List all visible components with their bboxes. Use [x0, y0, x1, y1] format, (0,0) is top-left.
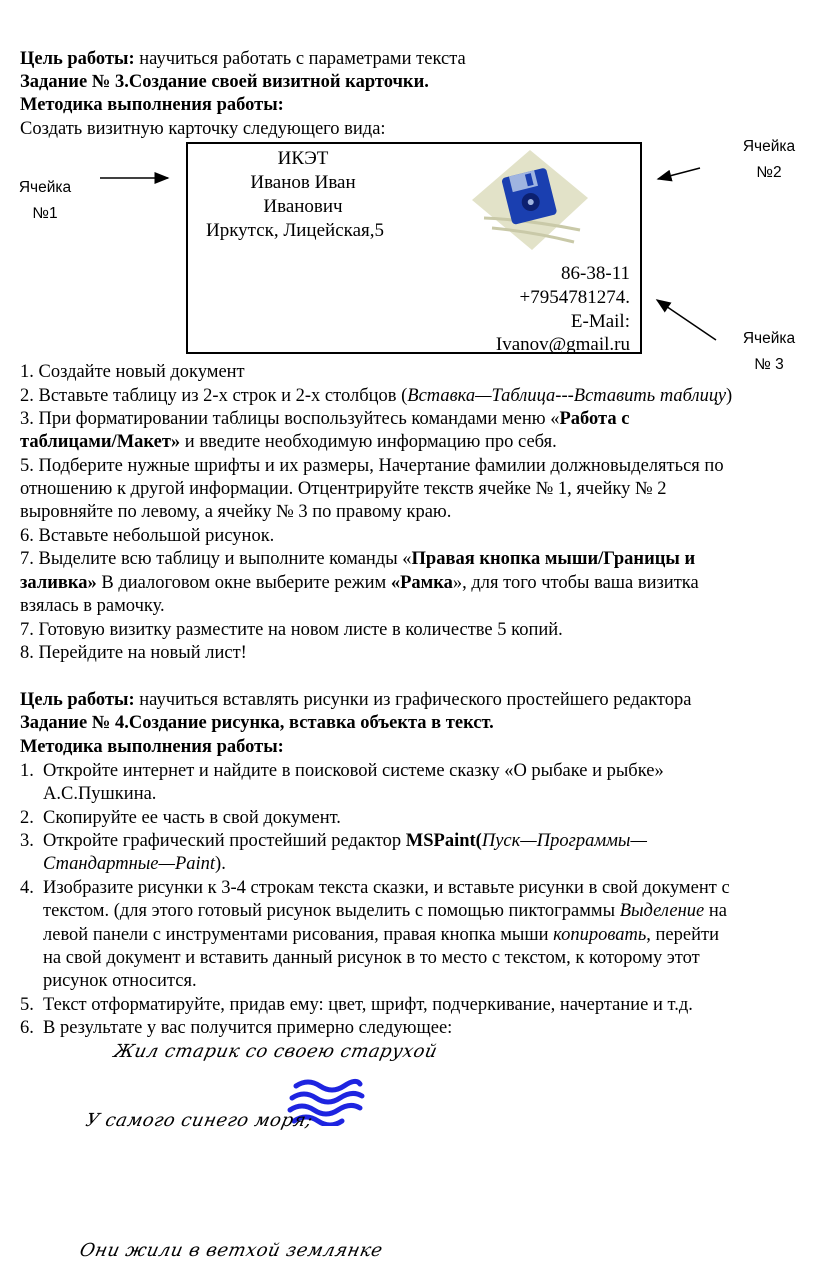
example-line3: Они жили в ветхой землянке: [77, 1240, 385, 1261]
step3-3-text: 3. При форматировании таблицы воспользуйтесь командами меню «: [20, 409, 560, 429]
step4-4a: [20, 877, 730, 900]
step4-4-goto: , перейти: [646, 925, 719, 945]
step4-4-text2: текстом. (для этого готовый рисунок выделить с помощью пиктограммы: [43, 901, 620, 921]
task4-title-text: Задание № 4.Создание рисунка, вставка объекта в текст.: [20, 713, 494, 733]
step4-4-copy: копировать: [553, 925, 647, 945]
step4-4-text3: левой панели с инструментами рисования, правая кнопка мыши: [43, 925, 554, 945]
step4-3a: [20, 830, 647, 853]
step4-6-text: В результате у вас получится примерно следующее:: [43, 1018, 453, 1038]
step3-3b: [20, 431, 557, 454]
step4-3-app: MSPaint(: [405, 831, 482, 851]
step3-5a: 5. Подберите нужные шрифты и их размеры, Начертание фамилии должновыделяться по: [20, 456, 724, 476]
step3-7-frame: «Рамка: [390, 573, 453, 593]
card-email: Ivanov@gmail.ru: [495, 334, 630, 355]
task3-intro: Создать визитную карточку следующего вида:: [20, 119, 386, 139]
step3-2-close: ): [726, 386, 733, 406]
step3-7-mid: В диалоговом окне выберите режим: [96, 573, 391, 593]
card-address: Иркутск, Лицейская,5: [206, 220, 385, 241]
card-phone2: +7954781274.: [519, 287, 630, 308]
example-line1: Жил старик со своею старухой: [111, 1041, 440, 1062]
task3-method-text: Методика выполнения работы:: [20, 95, 284, 115]
step3-7a: [20, 548, 695, 571]
step3-7b: [20, 572, 699, 595]
step4-2-text: Скопируйте ее часть в свой документ.: [43, 808, 341, 828]
step4-4-num: 4.: [20, 878, 34, 898]
step3-3a: [20, 408, 629, 431]
task4-goal-label: Цель работы:: [20, 690, 135, 710]
example-line2: У самого синего моря;: [83, 1110, 315, 1131]
step3-7-text: 7. Выделите всю таблицу и выполните команды «: [20, 549, 412, 569]
step4-2: [20, 807, 341, 830]
step3-7c: взялась в рамочку.: [20, 596, 165, 616]
step3-3-menu2: таблицами/Макет»: [20, 432, 181, 452]
cell1-label-line1: Ячейка: [18, 179, 72, 196]
task4-method-title: [20, 736, 284, 759]
step4-3-close: ).: [215, 854, 226, 874]
step4-3-text: Откройте графический простейший редактор: [43, 831, 406, 851]
step4-6-num: 6.: [20, 1018, 34, 1038]
step3-6: 6. Вставьте небольшой рисунок.: [20, 526, 275, 546]
step3-7-menu2: заливка»: [20, 573, 97, 593]
step4-4-text: Изобразите рисунки к 3-4 строкам текста сказки, и вставьте рисунки в свой документ с: [43, 878, 730, 898]
task3-goal-text: научиться работать с параметрами текста: [134, 49, 466, 69]
step3-3-rest: и введите необходимую информацию про себя.: [180, 432, 557, 452]
step4-3-num: 3.: [20, 831, 34, 851]
step4-5: [20, 994, 693, 1017]
step4-4d: на свой документ и вставить данный рисунок в то место с текстом, к которому этот: [43, 948, 700, 968]
task4-goal-text: научиться вставлять рисунки из графического простейшего редактора: [134, 690, 692, 710]
step3-2-text: 2. Вставьте таблицу из 2-х строк и 2-х столбцов (: [20, 386, 408, 406]
step3-5b: отношению к другой информации. Отцентрируйте текств ячейке № 1, ячейку № 2: [20, 479, 667, 499]
step4-1b: А.С.Пушкина.: [43, 784, 157, 804]
card-name1: Иванов Иван: [250, 172, 356, 193]
task3-goal-label: Цель работы:: [20, 49, 135, 69]
step3-7-menu1: Правая кнопка мыши/Границы и: [411, 549, 696, 569]
cell3-label-line1: Ячейка: [742, 330, 796, 347]
step4-4e: рисунок относится.: [43, 971, 197, 991]
step4-5-text: Текст отформатируйте, придав ему: цвет, шрифт, подчеркивание, начертание и т.д.: [43, 995, 693, 1015]
step4-1-text: Откройте интернет и найдите в поисковой системе сказку «О рыбаке и рыбке»: [43, 761, 664, 781]
step4-3b: [43, 853, 226, 876]
step4-4-select: Выделение: [619, 901, 705, 921]
task4-title: [20, 712, 494, 735]
step3-7-copies: 7. Готовую визитку разместите на новом листе в количестве 5 копий.: [20, 620, 563, 640]
step3-1: 1. Создайте новый документ: [20, 362, 245, 382]
step4-4c: [43, 924, 719, 947]
card-name2: Иванович: [263, 196, 343, 217]
cell2-label-line1: Ячейка: [742, 138, 796, 155]
task4-goal: [20, 689, 691, 712]
step4-4-on: на: [704, 901, 727, 921]
card-phone1: 86-38-11: [561, 263, 630, 284]
step4-3-menu: Пуск—Программы—: [481, 831, 647, 851]
step4-5-num: 5.: [20, 995, 34, 1015]
step3-7-end: », для того чтобы ваша визитка: [452, 573, 699, 593]
arrow-cell3: [657, 300, 716, 340]
pointer-arrows: [0, 0, 816, 400]
step3-2-menu: Вставка—Таблица---Вставить таблицу: [407, 386, 727, 406]
step4-6: [20, 1017, 452, 1040]
card-email-label: E-Mail:: [570, 311, 630, 332]
task3-title-text: Задание № 3.Создание своей визитной карточки.: [20, 72, 429, 92]
step3-5c: выровняйте по левому, а ячейку № 3 по правому краю.: [20, 502, 452, 522]
cell3-label-line2: № 3: [754, 356, 784, 373]
step3-3-menu1: Работа с: [559, 409, 630, 429]
task4-method-text: Методика выполнения работы:: [20, 737, 284, 757]
step3-2: [20, 385, 732, 408]
cell2-label-line2: №2: [756, 164, 782, 181]
step4-1-num: 1.: [20, 761, 34, 781]
step4-2-num: 2.: [20, 808, 34, 828]
step4-1a: [20, 760, 664, 783]
arrow-cell2: [658, 168, 700, 179]
cell1-label-line2: №1: [32, 205, 58, 222]
card-org: ИКЭТ: [277, 148, 329, 169]
step3-8: 8. Перейдите на новый лист!: [20, 643, 247, 663]
step4-3-menu2: Стандартные—Paint: [43, 854, 216, 874]
step4-4b: [43, 900, 727, 923]
